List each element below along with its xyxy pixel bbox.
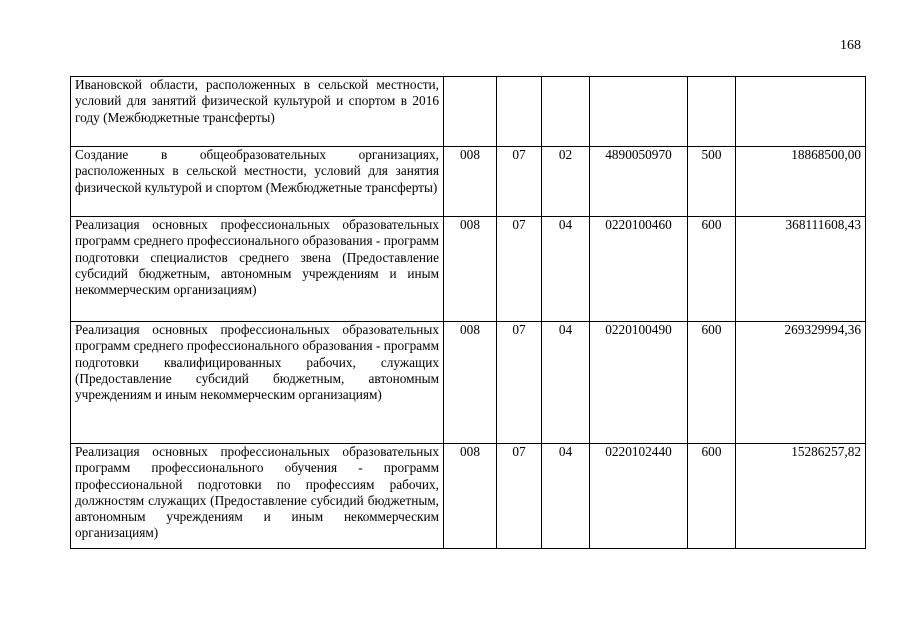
amount-cell [736,77,866,147]
expense-type-cell: 600 [688,217,736,322]
table-row [71,322,866,444]
target-article-cell: 0220102440 [590,444,688,549]
subsection-code-cell: 04 [542,217,590,322]
budget-table [70,76,866,549]
target-article-cell: 0220100490 [590,322,688,444]
table-row [71,147,866,217]
subsection-code-cell: 04 [542,444,590,549]
ministry-code-cell: 008 [444,217,497,322]
section-code-cell: 07 [497,147,542,217]
amount-cell: 15286257,82 [736,444,866,549]
description-cell: Создание в общеобразовательных организациях, расположенных в сельской местности, условий для занятия физической культурой и спортом (Межбюджетные трансферты) [71,147,444,217]
subsection-code-cell: 04 [542,322,590,444]
table-row [71,444,866,549]
expense-type-cell: 500 [688,147,736,217]
amount-cell: 18868500,00 [736,147,866,217]
expense-type-cell: 600 [688,322,736,444]
section-code-cell: 07 [497,444,542,549]
subsection-code-cell [542,77,590,147]
description-cell: Реализация основных профессиональных образовательных программ среднего профессионального образования - программ подготовки специалистов среднего звена (Предоставление субсидий бюджетным, автономным учреждениям и иным некоммерческим организациям) [71,217,444,322]
page-number: 168 [840,38,861,53]
ministry-code-cell: 008 [444,322,497,444]
table-row [71,77,866,147]
description-cell: Реализация основных профессиональных образовательных программ профессионального обучения - программ профессиональной подготовки по профессиям рабочих, должностям служащих (Предоставление субсидий бюджетным, автономным учреждениям и иным некоммерческим организациям) [71,444,444,549]
table-row [71,217,866,322]
target-article-cell [590,77,688,147]
amount-cell: 368111608,43 [736,217,866,322]
section-code-cell [497,77,542,147]
expense-type-cell [688,77,736,147]
section-code-cell: 07 [497,217,542,322]
ministry-code-cell: 008 [444,147,497,217]
amount-cell: 269329994,36 [736,322,866,444]
subsection-code-cell: 02 [542,147,590,217]
expense-type-cell: 600 [688,444,736,549]
section-code-cell: 07 [497,322,542,444]
target-article-cell: 0220100460 [590,217,688,322]
ministry-code-cell [444,77,497,147]
ministry-code-cell: 008 [444,444,497,549]
description-cell: Реализация основных профессиональных образовательных программ среднего профессионального образования - программ подготовки квалифицированных рабочих, служащих (Предоставление субсидий бюджетным, автономным учреждениям и иным некоммерческим организациям) [71,322,444,444]
target-article-cell: 4890050970 [590,147,688,217]
description-cell: Ивановской области, расположенных в сельской местности, условий для занятий физической культурой и спортом в 2016 году (Межбюджетные трансферты) [71,77,444,147]
